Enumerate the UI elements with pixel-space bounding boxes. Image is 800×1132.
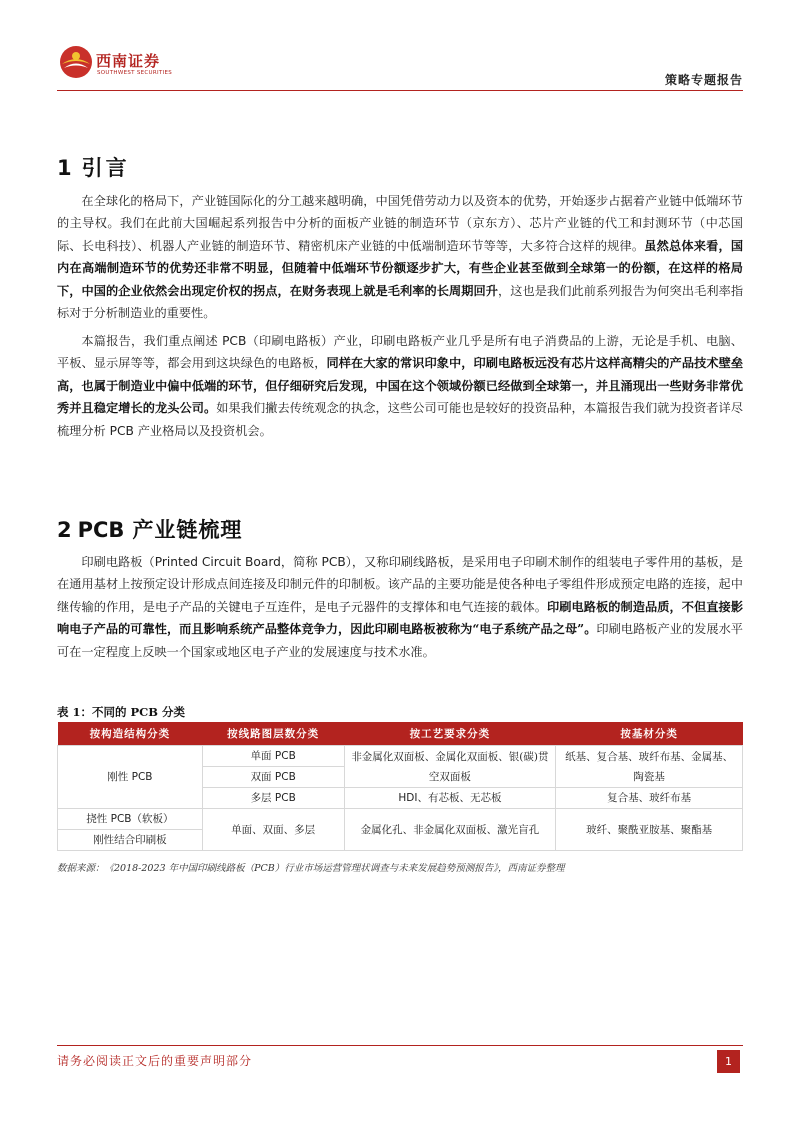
cell-multi: 多层 PCB [202,788,344,809]
pcb-classification-table [57,722,743,851]
section-number: 2 [57,518,72,542]
header-divider [57,90,743,91]
cell-process-multi: HDI、有芯板、无芯板 [344,788,556,809]
header-layers: 按线路图层数分类 [202,722,344,746]
cell-process-flex: 金属化孔、非金属化双面板、激光盲孔 [344,809,556,851]
brand-name: 西南证券 [96,52,161,70]
section-number: 1 [57,156,72,180]
footer-disclaimer: 请务必阅读正文后的重要声明部分 [57,1054,253,1068]
table-row [58,746,743,767]
header-process: 按工艺要求分类 [344,722,556,746]
section-title: 产业链梳理 [132,517,243,542]
section-1-paragraph-1: 在全球化的格局下，产业链国际化的分工越来越明确，中国凭借劳动力以及资本的优势，开始逐步占据着产业链中低端环节的主导权。我们在此前大国崛起系列报告中分析的面板产业链的制造环节（京东方）、芯片产业链的代工和封测环节（中芯国际、长电科技）、机器人产业链的制造环节、精密机床产业链的中低端制造环节等等，大多符合这样的规律。虽然总体来看，国内在高端制造环节的优势还非常不明显，但随着中低端环节份额逐步扩大，有些企业甚至做到全球第一的份额，在这样的格局下，中国的企业依然会出现定价权的拐点，在财务表现上就是毛利率的长周期回升，这也是我们此前系列报告为何突出毛利率指标对于分析制造业的重要性。 [57,194,744,321]
cell-rigid: 刚性 PCB [58,746,203,809]
cell-flex: 挠性 PCB（软板） [58,809,203,830]
cell-single: 单面 PCB [202,746,344,767]
header-base: 按基材分类 [556,722,743,746]
cell-double: 双面 PCB [202,767,344,788]
cell-base-multi: 复合基、玻纤布基 [556,788,743,809]
southwest-securities-logo-icon [58,44,94,80]
section-2-paragraph-1: 印刷电路板（Printed Circuit Board，简称 PCB），又称印刷线路板，是采用电子印刷术制作的组装电子零件用的基板，是在通用基材上按预定设计形成点间连接及印制元件的印制板。该产品的主要功能是使各种电子零组件形成预定电路的连接，起中继传输的作用，是电子产品的关键电子互连件，是电子元器件的支撑体和电气连接的载体。印刷电路板的制造品质，不但直接影响电子产品的可靠性，而且影响系统产品整体竞争力，因此印刷电路板被称为“电子系统产品之母”。印刷电路板产业的发展水平可在一定程度上反映一个国家或地区电子产业的发展速度与技术水准。 [57,555,744,659]
table-header-row [58,722,743,746]
cell-process-sd: 非金属化双面板、金属化双面板、银(碳)贯空双面板 [344,746,556,788]
brand-name-en: SOUTHWEST SECURITIES [97,70,173,76]
cell-layers-shared: 单面、双面、多层 [202,809,344,851]
section-title-en: PCB [77,518,125,542]
section-2-heading [57,514,242,544]
cell-base-sd: 纸基、复合基、玻纤布基、金属基、陶瓷基 [556,746,743,788]
report-type: 策略专题报告 [664,73,743,87]
page-header [0,0,800,92]
table-row [58,809,743,830]
cell-rigid-flex: 刚性结合印刷板 [58,830,203,851]
cell-base-flex: 玻纤、聚酰亚胺基、聚酯基 [556,809,743,851]
section-1-heading [57,152,130,182]
page-number: 1 [717,1050,740,1073]
section-title: 引言 [81,155,130,180]
table-caption: 表 1：不同的 PCB 分类 [57,705,186,719]
section-1-paragraph-2: 本篇报告，我们重点阐述 PCB（印刷电路板）产业，印刷电路板产业几乎是所有电子消费品的上游，无论是手机、电脑、平板、显示屏等等，都会用到这块绿色的电路板，同样在大家的常识印象中，印刷电路板远没有芯片这样高精尖的产品技术壁垒高，也属于制造业中偏中低端的环节，但仔细研究后发现，中国在这个领域份额已经做到全球第一，并且涌现出一些财务非常优秀并且稳定增长的龙头公司。如果我们撇去传统观念的执念，这些公司可能也是较好的投资品种，本篇报告我们就为投资者详尽梳理分析 PCB 产业格局以及投资机会。 [57,334,744,438]
footer-divider [57,1045,743,1046]
header-structure: 按构造结构分类 [58,722,203,746]
table-source: 数据来源：《2018-2023 年中国印刷线路板（PCB）行业市场运营管理状调查与未来发展趋势预测报告》，西南证券整理 [57,863,565,874]
